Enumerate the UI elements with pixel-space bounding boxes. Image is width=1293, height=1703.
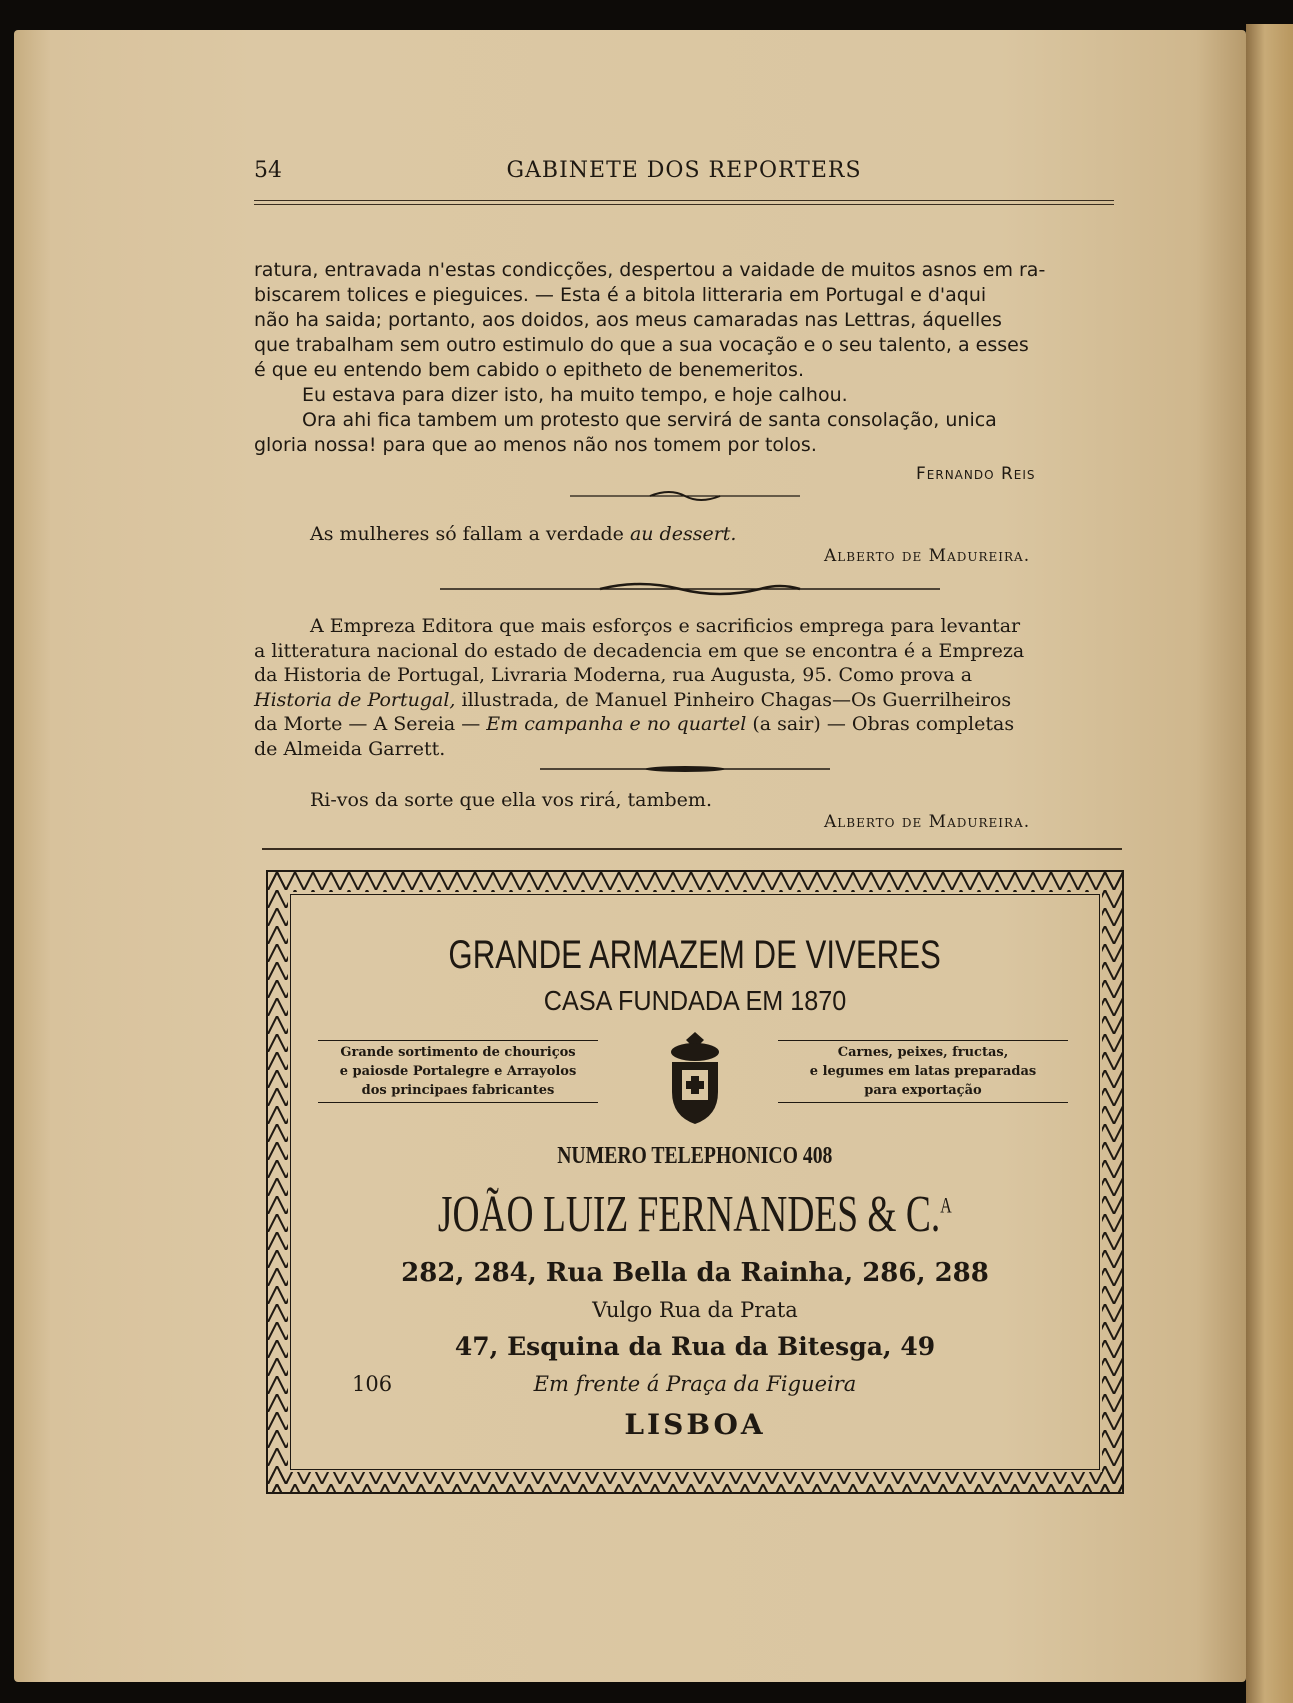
- next-page-edge: [1246, 24, 1293, 1703]
- section-rule: [262, 848, 1122, 850]
- quote-1: [310, 522, 1010, 547]
- ad-company-name: JOÃO LUIZ FERNANDES & C.: [438, 1186, 941, 1243]
- ad-city: LISBOA: [624, 1408, 766, 1441]
- article-line: que trabalham sem outro estimulo do que a sua vocação e o seu talento, a esses: [254, 334, 1029, 356]
- advertisement: [266, 870, 1124, 1494]
- ad-number: 106: [352, 1372, 393, 1396]
- ad-address-1: 282, 284, Rua Bella da Rainha, 286, 288: [401, 1258, 989, 1288]
- promo-text: [254, 614, 1120, 761]
- ad-right-line: e legumes em latas preparadas: [809, 1064, 1037, 1079]
- ad-company-wrap: [268, 1184, 1122, 1244]
- ad-left-line: Grande sortimento de chouriços: [340, 1045, 576, 1060]
- ad-company: [438, 1185, 952, 1244]
- ornament-divider-2: [440, 581, 940, 597]
- running-title: GABINETE DOS REPORTERS: [506, 158, 862, 183]
- coat-of-arms-icon: [658, 1030, 732, 1126]
- quote-1-italic: au dessert.: [629, 523, 737, 545]
- article-line: gloria nossa! para que ao menos não nos tomem por tolos.: [254, 434, 817, 456]
- promo-text-span: illustrada, de Manuel Pinheiro Chagas—Os Guerrilheiros: [455, 688, 1012, 711]
- header-rule-2: [254, 204, 1114, 205]
- promo-line: A Empreza Editora que mais esforços e sacrificios emprega para levantar: [310, 615, 1021, 637]
- ad-company-sup: A: [940, 1192, 952, 1218]
- ornament-divider-3: [540, 762, 830, 776]
- promo-line: a litteratura nacional do estado de decadencia em que se encontra é a Empreza: [254, 639, 1025, 662]
- page-number: 54: [254, 158, 282, 183]
- ad-address-2: Vulgo Rua da Prata: [592, 1298, 798, 1322]
- ad-left-line: dos principaes fabricantes: [361, 1083, 555, 1098]
- promo-line: de Almeida Garrett.: [254, 737, 446, 760]
- ad-right-line: Carnes, peixes, fructas,: [837, 1045, 1009, 1060]
- ad-address-3: 47, Esquina da Rua da Bitesga, 49: [454, 1332, 936, 1361]
- promo-text-span: da Morte — A Sereia —: [254, 713, 487, 735]
- promo-text-span: (a sair) — Obras completas: [746, 713, 1015, 735]
- quote-2: Ri-vos da sorte que ella vos rirá, tambem.: [310, 789, 712, 811]
- ad-subtitle: CASA FUNDADA EM 1870: [543, 985, 847, 1016]
- ad-subtitle-wrap: [268, 984, 1122, 1017]
- promo-italic: Historia de Portugal,: [254, 688, 456, 711]
- promo-italic: Em campanha e no quartel: [486, 713, 747, 735]
- signature-fernando-reis: Fernando Reis: [916, 464, 1036, 484]
- ad-right-box: [778, 1040, 1068, 1103]
- promo-line: [254, 688, 1120, 713]
- promo-line: da Historia de Portugal, Livraria Moderna, rua Augusta, 95. Como prova a: [254, 664, 973, 686]
- page-header: [254, 158, 1114, 188]
- header-rule: [254, 200, 1114, 201]
- ad-title: GRANDE ARMAZEM DE VIVERES: [448, 933, 942, 977]
- ad-telephone: NUMERO TELEPHONICO 408: [557, 1143, 833, 1169]
- article-line: não ha saida; portanto, aos doidos, aos meus camaradas nas Lettras, áquelles: [254, 309, 1002, 331]
- article-line: Ora ahi fica tambem um protesto que servirá de santa consolação, unica: [302, 409, 997, 431]
- ad-title-wrap: [268, 932, 1122, 978]
- article-text: [254, 258, 1120, 458]
- ad-left-box: [318, 1040, 598, 1103]
- article-line: Eu estava para dizer isto, ha muito tempo, e hoje calhou.: [302, 384, 848, 406]
- ad-left-line: e paiosde Portalegre e Arrayolos: [339, 1064, 577, 1079]
- ad-right-line: para exportação: [864, 1083, 982, 1098]
- article-line: é que eu entendo bem cabido o epitheto de benemeritos.: [254, 359, 804, 381]
- ad-telephone-wrap: [268, 1140, 1122, 1170]
- ad-address-4: Em frente á Praça da Figueira: [533, 1372, 857, 1396]
- signature-alberto-1: Alberto de Madureira.: [824, 546, 1031, 566]
- quote-1-text: As mulheres só fallam a verdade: [310, 523, 630, 545]
- ornament-divider: [570, 488, 800, 504]
- promo-line: [254, 712, 1120, 737]
- article-line: biscarem tolices e pieguices. — Esta é a bitola litteraria em Portugal e d'aqui: [254, 284, 987, 306]
- article-line: ratura, entravada n'estas condicções, despertou a vaidade de muitos asnos em ra-: [254, 259, 1046, 281]
- signature-alberto-2: Alberto de Madureira.: [824, 812, 1031, 832]
